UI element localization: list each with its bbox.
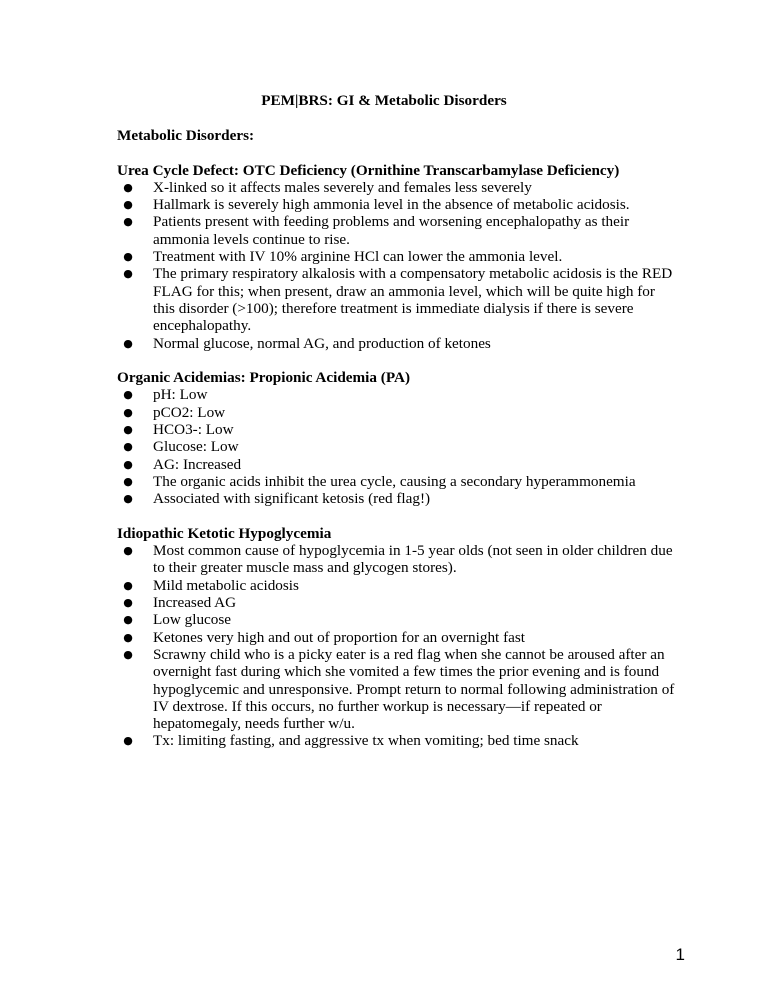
list-item (117, 438, 677, 455)
bullet-icon: ● (123, 388, 133, 402)
bullet-icon: ● (123, 544, 133, 558)
list-item-text: The organic acids inhibit the urea cycle, causing a secondary hyperammonemia (153, 472, 636, 490)
bullet-list (117, 542, 677, 750)
list-item-text: Normal glucose, normal AG, and production of ketones (153, 334, 491, 352)
list-item-text: Patients present with feeding problems and worsening encephalopathy as their ammonia levels continue to rise. (153, 213, 630, 248)
list-item (117, 335, 677, 352)
list-item-text: HCO3-: Low (153, 421, 234, 439)
list-item (117, 248, 677, 265)
list-item (117, 179, 677, 196)
list-item-text: Associated with significant ketosis (red flag!) (153, 490, 431, 508)
list-item (117, 265, 677, 334)
list-item-text: The primary respiratory alkalosis with a compensatory metabolic acidosis is the RED FLAG for this; when present, draw an ammonia level, which will be quite high for this disorder (>100); therefore treatment is immediate dialysis if there is severe encephalopathy. (153, 265, 673, 335)
bullet-icon: ● (123, 440, 133, 454)
list-item-text: AG: Increased (153, 455, 242, 473)
bullet-icon: ● (123, 198, 133, 212)
bullet-icon: ● (123, 215, 133, 229)
list-item (117, 213, 677, 248)
list-item-text: Scrawny child who is a picky eater is a red flag when she cannot be aroused after an overnight fast during which she vomited a few times the prior evening and is found hypoglycemic and unresponsive. Prompt return to normal following administration of IV dextrose. If this occurs, no further workup is necessary—if repeated or hepatomegaly, needs further w/u. (153, 645, 675, 733)
list-item (117, 421, 677, 438)
list-item (117, 629, 677, 646)
list-item-text: Increased AG (153, 594, 237, 612)
bullet-icon: ● (123, 596, 133, 610)
section-organic-acidemias (117, 369, 677, 507)
bullet-icon: ● (123, 423, 133, 437)
list-item (117, 542, 677, 577)
list-item-text: Most common cause of hypoglycemia in 1-5 year olds (not seen in older children due to their greater muscle mass and glycogen stores). (153, 542, 673, 577)
list-item (117, 732, 677, 749)
document-body (117, 127, 677, 767)
bullet-icon: ● (123, 474, 133, 488)
bullet-icon: ● (123, 405, 133, 419)
list-item (117, 594, 677, 611)
bullet-icon: ● (123, 267, 133, 281)
section-heading: Idiopathic Ketotic Hypoglycemia (117, 524, 332, 542)
bullet-icon: ● (123, 457, 133, 471)
list-item (117, 577, 677, 594)
list-item (117, 386, 677, 403)
bullet-icon: ● (123, 647, 133, 661)
section-heading: Organic Acidemias: Propionic Acidemia (PA) (117, 369, 411, 387)
bullet-icon: ● (123, 578, 133, 592)
section-urea-cycle-defect (117, 162, 677, 352)
list-item (117, 456, 677, 473)
bullet-icon: ● (123, 180, 133, 194)
list-item-text: pCO2: Low (153, 403, 226, 421)
list-item-text: Glucose: Low (153, 438, 239, 456)
bullet-icon: ● (123, 630, 133, 644)
list-item-text: X-linked so it affects males severely and females less severely (153, 178, 532, 196)
list-item (117, 490, 677, 507)
list-item-text: Low glucose (153, 611, 232, 629)
section-idiopathic-ketotic-hypoglycemia (117, 525, 677, 750)
list-item (117, 473, 677, 490)
list-item (117, 404, 677, 421)
bullet-icon: ● (123, 336, 133, 350)
bullet-icon: ● (123, 492, 133, 506)
bullet-list (117, 386, 677, 507)
list-item-text: Tx: limiting fasting, and aggressive tx when vomiting; bed time snack (153, 732, 579, 750)
section-heading: Urea Cycle Defect: OTC Deficiency (Ornithine Transcarbamylase Deficiency) (117, 161, 620, 179)
list-item-text: Treatment with IV 10% arginine HCl can lower the ammonia level. (153, 248, 563, 266)
list-item (117, 196, 677, 213)
bullet-icon: ● (123, 613, 133, 627)
list-item-text: Mild metabolic acidosis (153, 576, 299, 594)
list-item-text: Ketones very high and out of proportion for an overnight fast (153, 628, 526, 646)
bullet-icon: ● (123, 734, 133, 748)
list-item (117, 611, 677, 628)
bullet-icon: ● (123, 250, 133, 264)
list-item (117, 646, 677, 732)
bullet-list (117, 179, 677, 352)
list-item-text: pH: Low (153, 386, 208, 404)
list-item-text: Hallmark is severely high ammonia level in the absence of metabolic acidosis. (153, 196, 630, 214)
document-title: PEM|BRS: GI & Metabolic Disorders (261, 92, 507, 109)
main-heading: Metabolic Disorders: (117, 127, 255, 144)
page-number: 1 (675, 945, 685, 964)
